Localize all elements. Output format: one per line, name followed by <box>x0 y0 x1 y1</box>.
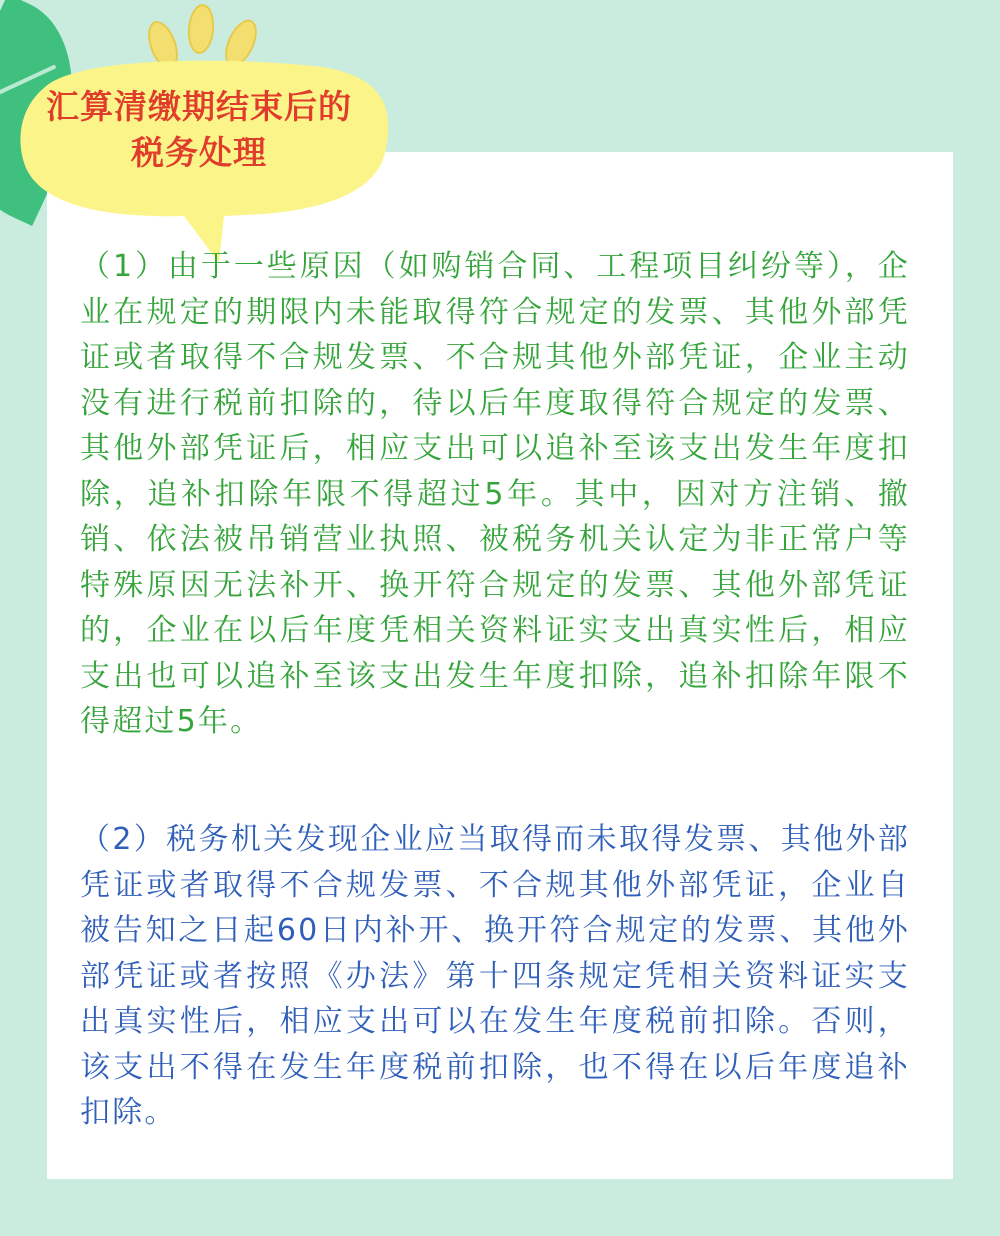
title-line-1: 汇算清缴期结束后的 <box>46 87 352 126</box>
paragraph-2: （2）税务机关发现企业应当取得而未取得发票、其他外部凭证或者取得不合规发票、不合规其他外部凭证，企业自被告知之日起60日内补开、换开符合规定的发票、其他外部凭证或者按照《办法》第十四条规定凭相关资料证实支出真实性后，相应支出可以在发生年度税前扣除。否则，该支出不得在发生年度税前扣除，也不得在以后年度追补扣除。 <box>80 822 910 1130</box>
page-title <box>14 84 384 176</box>
paragraph-1: （1）由于一些原因（如购销合同、工程项目纠纷等），企业在规定的期限内未能取得符合规定的发票、其他外部凭证或者取得不合规发票、不合规其他外部凭证，企业主动没有进行税前扣除的，待以后年度取得符合规定的发票、其他外部凭证后，相应支出可以追补至该支出发生年度扣除，追补扣除年限不得超过5年。其中，因对方注销、撤销、依法被吊销营业执照、被税务机关认定为非正常户等特殊原因无法补开、换开符合规定的发票、其他外部凭证的，企业在以后年度凭相关资料证实支出真实性后，相应支出也可以追补至该支出发生年度扣除，追补扣除年限不得超过5年。 <box>80 249 910 739</box>
title-bubble <box>14 48 414 268</box>
title-line-2: 税务处理 <box>131 133 267 172</box>
